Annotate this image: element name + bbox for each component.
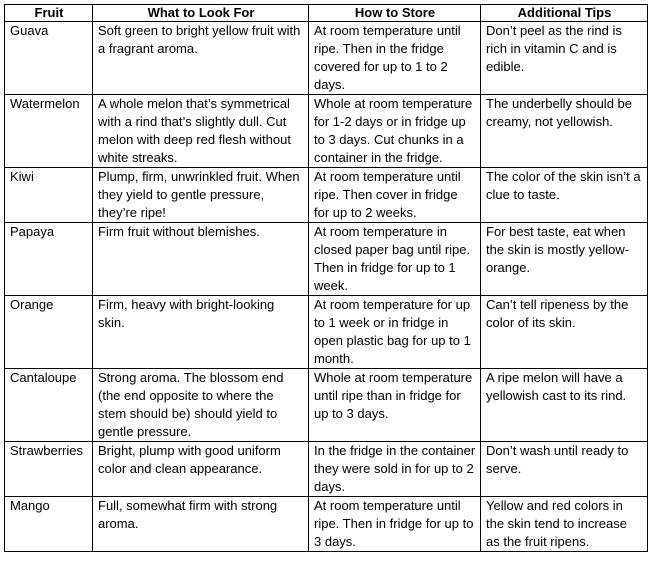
fruit-name-cell: Orange [5, 296, 93, 369]
table-body [5, 22, 648, 552]
storage-cell: Whole at room temperature until ripe than in fridge for up to 3 days. [309, 369, 481, 442]
fruit-name-cell: Papaya [5, 223, 93, 296]
header-what-to-look-for: What to Look For [93, 5, 309, 22]
look-for-cell: A whole melon that’s symmetrical with a rind that’s slightly dull. Cut melon with deep red flesh without white streaks. [93, 95, 309, 168]
table-row [5, 497, 648, 552]
header-additional-tips: Additional Tips [481, 5, 648, 22]
tips-cell: The color of the skin isn’t a clue to taste. [481, 168, 648, 223]
fruit-name-cell: Watermelon [5, 95, 93, 168]
fruit-name-cell: Strawberries [5, 442, 93, 497]
tips-cell: A ripe melon will have a yellowish cast to its rind. [481, 369, 648, 442]
look-for-cell: Firm fruit without blemishes. [93, 223, 309, 296]
storage-cell: Whole at room temperature for 1-2 days or in fridge up to 3 days. Cut chunks in a container in the fridge. [309, 95, 481, 168]
look-for-cell: Soft green to bright yellow fruit with a fragrant aroma. [93, 22, 309, 95]
table-row [5, 95, 648, 168]
storage-cell: At room temperature until ripe. Then in fridge for up to 3 days. [309, 497, 481, 552]
table-row [5, 296, 648, 369]
storage-cell: At room temperature until ripe. Then cover in fridge for up to 2 weeks. [309, 168, 481, 223]
tips-cell: For best taste, eat when the skin is mostly yellow-orange. [481, 223, 648, 296]
fruit-name-cell: Mango [5, 497, 93, 552]
table-row [5, 369, 648, 442]
fruit-name-cell: Guava [5, 22, 93, 95]
header-how-to-store: How to Store [309, 5, 481, 22]
table-row [5, 168, 648, 223]
tips-cell: The underbelly should be creamy, not yellowish. [481, 95, 648, 168]
storage-cell: At room temperature in closed paper bag until ripe. Then in fridge for up to 1 week. [309, 223, 481, 296]
table-row [5, 223, 648, 296]
look-for-cell: Plump, firm, unwrinkled fruit. When they yield to gentle pressure, they’re ripe! [93, 168, 309, 223]
table-row [5, 22, 648, 95]
tips-cell: Don’t wash until ready to serve. [481, 442, 648, 497]
tips-cell: Don’t peel as the rind is rich in vitamin C and is edible. [481, 22, 648, 95]
table-row [5, 442, 648, 497]
tips-cell: Yellow and red colors in the skin tend to increase as the fruit ripens. [481, 497, 648, 552]
look-for-cell: Full, somewhat firm with strong aroma. [93, 497, 309, 552]
tips-cell: Can’t tell ripeness by the color of its skin. [481, 296, 648, 369]
look-for-cell: Bright, plump with good uniform color and clean appearance. [93, 442, 309, 497]
look-for-cell: Strong aroma. The blossom end (the end opposite to where the stem should be) should yield to gentle pressure. [93, 369, 309, 442]
table-header [5, 5, 648, 22]
storage-cell: At room temperature until ripe. Then in the fridge covered for up to 1 to 2 days. [309, 22, 481, 95]
header-fruit: Fruit [5, 5, 93, 22]
storage-cell: At room temperature for up to 1 week or in fridge in open plastic bag for up to 1 month. [309, 296, 481, 369]
fruit-name-cell: Kiwi [5, 168, 93, 223]
look-for-cell: Firm, heavy with bright-looking skin. [93, 296, 309, 369]
fruit-storage-table [4, 4, 648, 552]
header-row [5, 5, 648, 22]
storage-cell: In the fridge in the container they were sold in for up to 2 days. [309, 442, 481, 497]
fruit-name-cell: Cantaloupe [5, 369, 93, 442]
